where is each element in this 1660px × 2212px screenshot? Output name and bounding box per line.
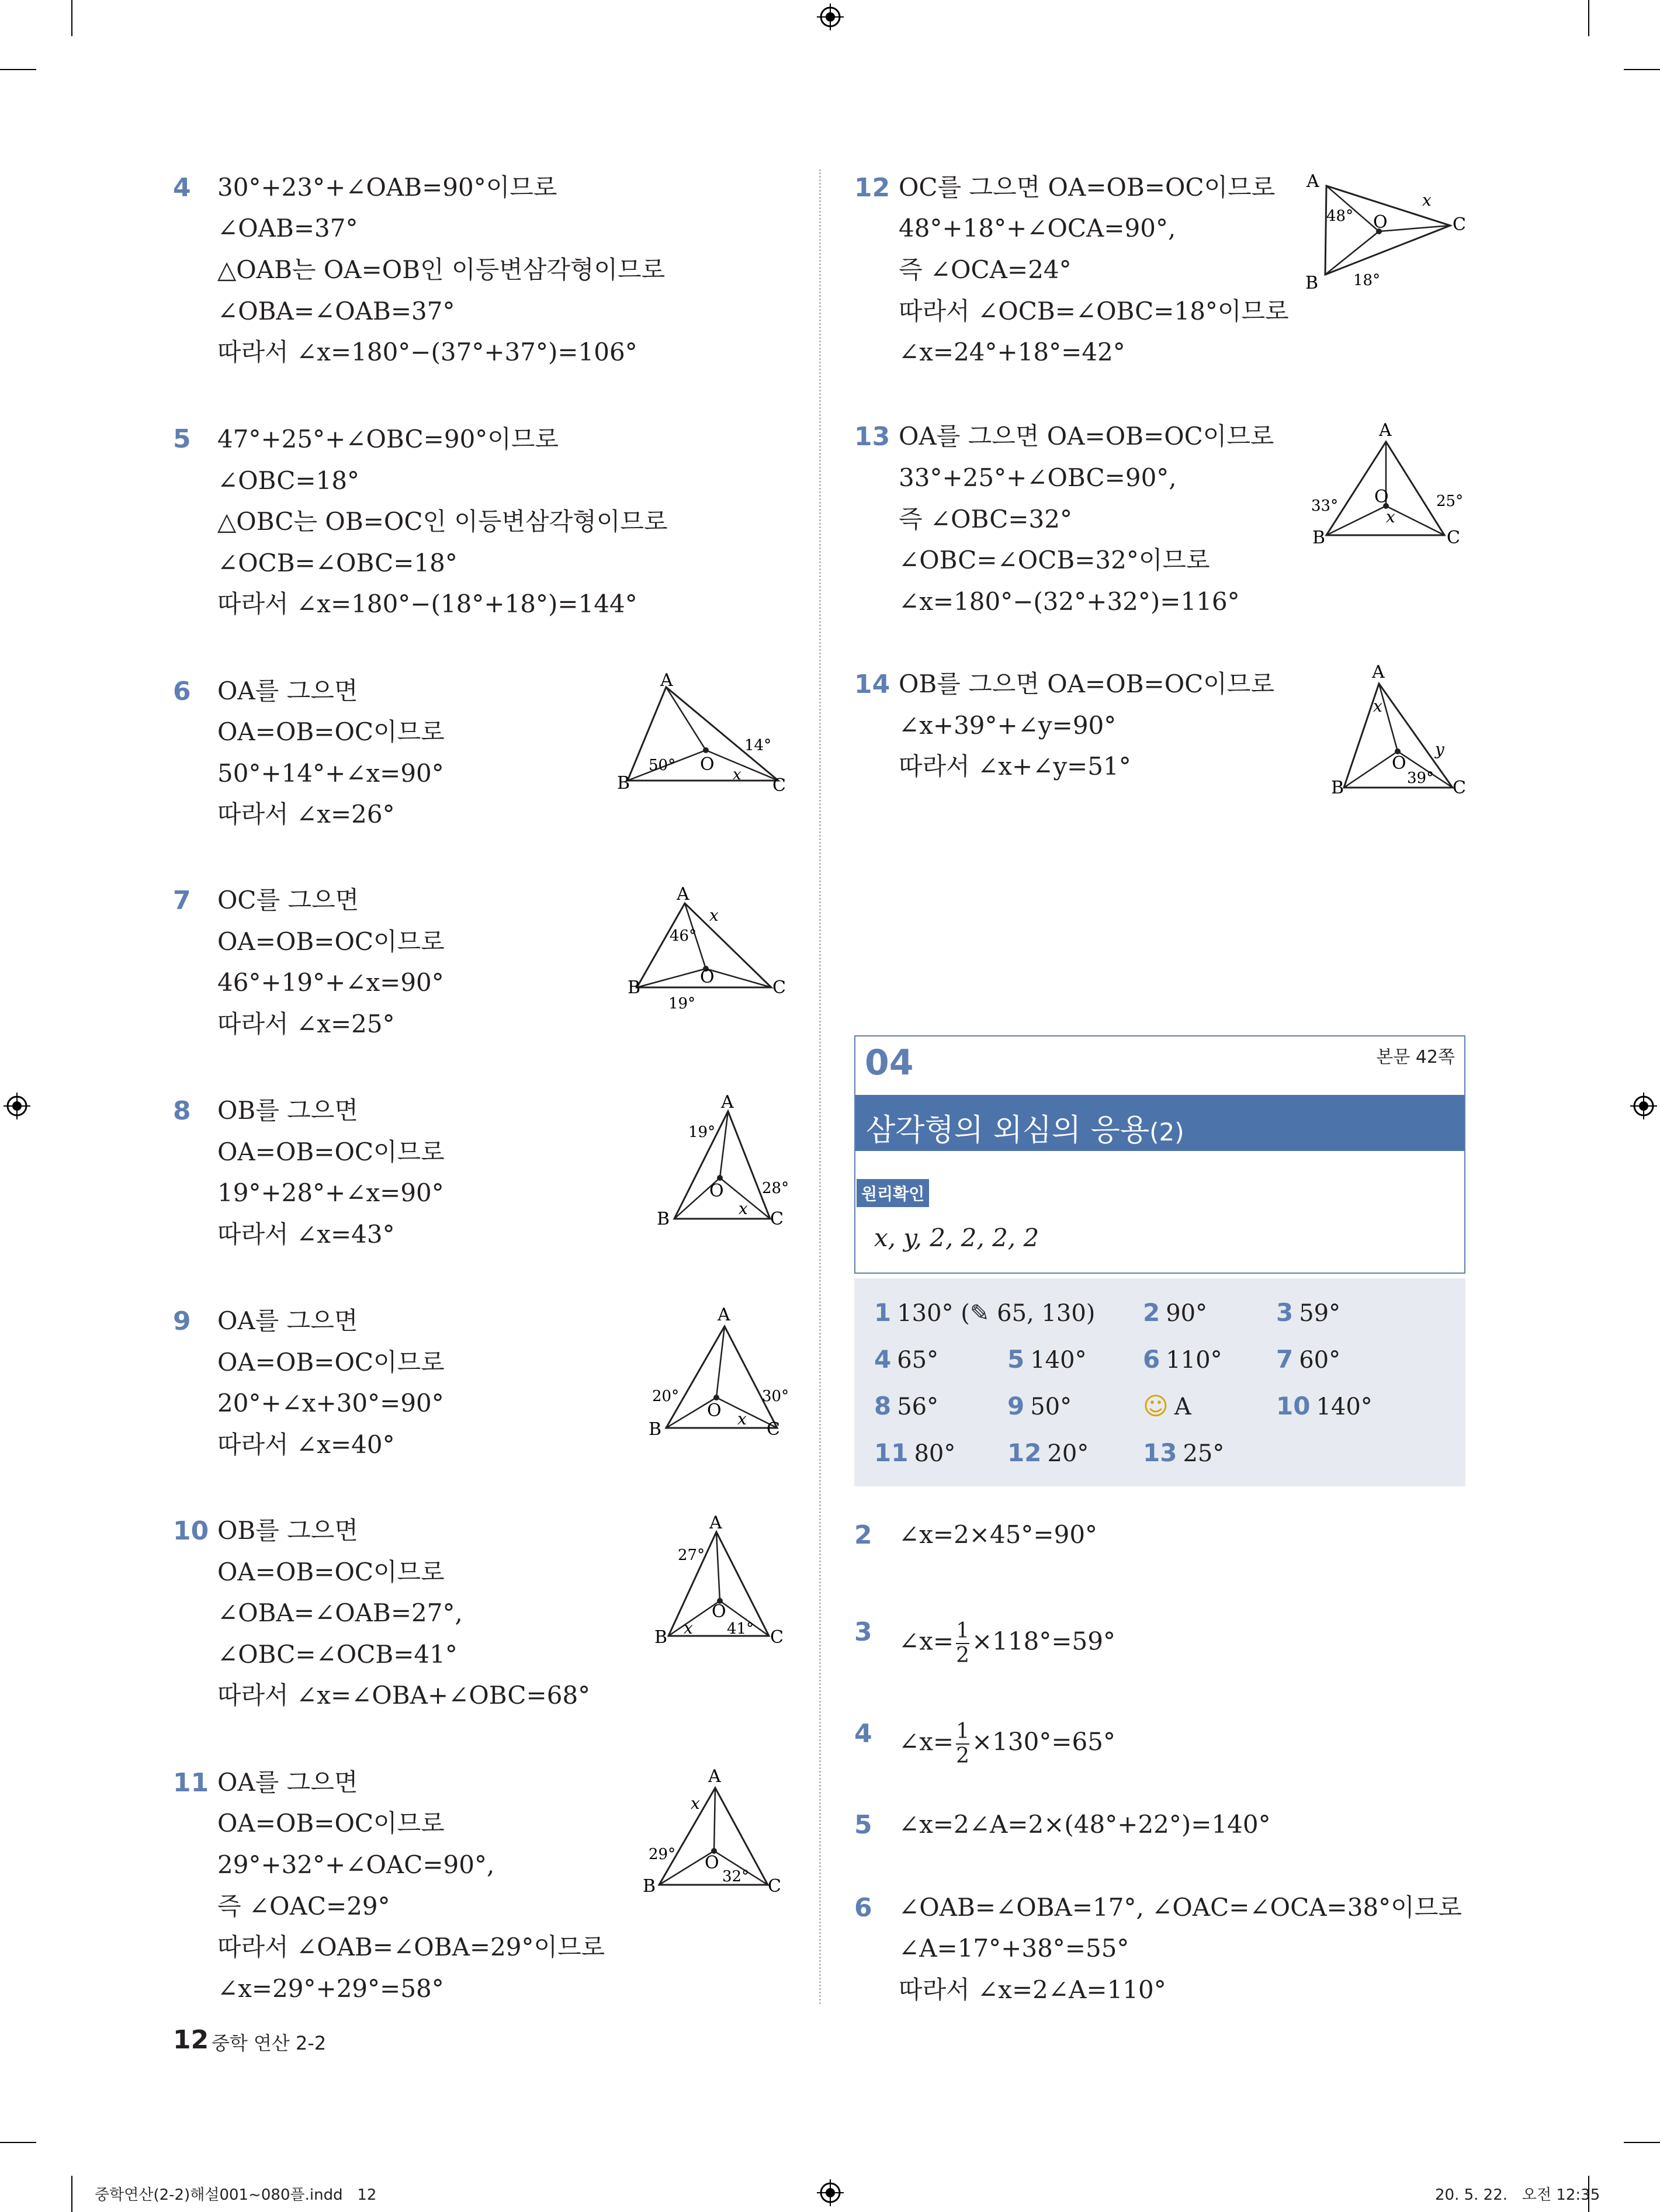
svg-text:C: C: [1447, 528, 1460, 548]
solution-line: ∠x=2×45°=90°: [899, 1520, 1098, 1549]
answer-item: [874, 1345, 938, 1374]
svg-text:A: A: [1379, 420, 1392, 441]
svg-text:A: A: [721, 1092, 734, 1112]
answer-item: [874, 1298, 1095, 1327]
answer-value: 59°: [1299, 1300, 1341, 1327]
svg-text:O: O: [712, 1601, 726, 1622]
answer-number: 12: [1007, 1438, 1042, 1467]
answer-value: 60°: [1299, 1347, 1341, 1374]
answer-item: [1007, 1392, 1072, 1420]
svg-text:B: B: [649, 1419, 662, 1440]
problem-number: 5: [173, 424, 191, 454]
expr-pre: ∠x=: [899, 1627, 954, 1656]
solution-line: 따라서 ∠x+∠y=51°: [899, 752, 1131, 781]
answer-value: 140°: [1030, 1347, 1087, 1374]
answer-item: [1143, 1298, 1207, 1327]
svg-text:x: x: [733, 766, 741, 783]
svg-text:A: A: [677, 884, 689, 904]
answer-item: [1143, 1438, 1224, 1467]
problem-number: 13: [854, 422, 890, 452]
solution-line: OC를 그으면 OA=OB=OC이므로: [899, 173, 1276, 202]
fraction-top: 1: [956, 1719, 969, 1743]
svg-text:B: B: [643, 1876, 656, 1897]
answer-value: 110°: [1166, 1347, 1222, 1374]
svg-text:B: B: [654, 1627, 668, 1648]
registration-mark-icon: [4, 1093, 30, 1119]
solution-line: OB를 그으면: [217, 1096, 358, 1125]
answer-value: 130° (✎ 65, 130): [897, 1300, 1096, 1327]
answer-item: [1143, 1392, 1191, 1420]
triangle-figure: [617, 670, 795, 796]
solution-line: 따라서 ∠x=25°: [217, 1010, 395, 1038]
solution-line: OA를 그으면: [217, 1306, 358, 1335]
solution-line: OA를 그으면 OA=OB=OC이므로: [899, 422, 1274, 450]
svg-text:O: O: [700, 967, 715, 987]
solution-line: ∠x=24°+18°=42°: [899, 338, 1125, 366]
section-box: [854, 1035, 1465, 1274]
solution-line: 46°+19°+∠x=90°: [217, 968, 444, 997]
trim-mark: [1624, 69, 1660, 70]
svg-text:20°: 20°: [652, 1388, 680, 1405]
answer-number: 3: [1276, 1298, 1294, 1327]
svg-text:27°: 27°: [678, 1547, 705, 1564]
solution-line: ∠x+39°+∠y=90°: [899, 711, 1117, 740]
problem-number: 4: [173, 173, 191, 203]
solution-line: OA=OB=OC이므로: [217, 717, 445, 746]
problem-number: 10: [173, 1516, 209, 1546]
svg-text:O: O: [705, 1853, 719, 1873]
registration-mark-icon: [817, 4, 844, 30]
book-title: 중학 연산 2-2: [212, 2032, 327, 2054]
solution-line: ∠OBC=18°: [217, 466, 360, 495]
expr-post: ×118°=59°: [971, 1627, 1115, 1656]
svg-text:29°: 29°: [649, 1846, 676, 1863]
triangle-figure: [649, 1513, 795, 1653]
answer-item: [1007, 1345, 1087, 1374]
solution-line: OA=OB=OC이므로: [217, 1558, 445, 1586]
solution-line: 따라서 ∠x=2∠A=110°: [899, 1975, 1166, 2004]
svg-text:48°: 48°: [1326, 207, 1354, 225]
answer-value: 20°: [1047, 1440, 1089, 1467]
svg-text:C: C: [770, 1627, 784, 1648]
triangle-figure: [649, 1093, 795, 1233]
solution-line: 19°+28°+∠x=90°: [217, 1178, 444, 1207]
solution-line: OA=OB=OC이므로: [217, 1138, 445, 1166]
solution-line: ∠OBC=∠OCB=32°이므로: [899, 546, 1210, 574]
svg-text:A: A: [708, 1766, 721, 1787]
section-title-suffix: (2): [1149, 1118, 1184, 1146]
solution-line: 따라서 ∠x=43°: [217, 1220, 395, 1249]
slug-file: 중학연산(2-2)해설001~080플.indd 12: [95, 2186, 377, 2204]
answer-item: [1143, 1345, 1222, 1374]
answer-item: [1276, 1345, 1340, 1374]
expr-post: ×130°=65°: [971, 1727, 1115, 1756]
page-number: 12: [173, 2025, 209, 2055]
solution-line: 48°+18°+∠OCA=90°,: [899, 214, 1176, 242]
svg-text:30°: 30°: [762, 1388, 789, 1405]
svg-text:C: C: [770, 1209, 784, 1229]
answer-value: 80°: [914, 1440, 956, 1467]
svg-text:x: x: [1373, 696, 1382, 716]
svg-text:B: B: [1331, 778, 1344, 798]
svg-text:x: x: [684, 1618, 693, 1638]
answer-value: 140°: [1316, 1393, 1373, 1420]
expr-pre: ∠x=: [899, 1727, 954, 1756]
principle-tag: 원리확인: [857, 1179, 929, 1207]
svg-text:A: A: [660, 670, 673, 691]
solution-line: ∠x=29°+29°=58°: [217, 1974, 444, 2003]
svg-text:C: C: [767, 1419, 780, 1440]
svg-text:x: x: [739, 1199, 748, 1218]
smiley-icon: ☺: [1143, 1392, 1169, 1420]
section-title: [866, 1105, 1184, 1149]
solution-line: △OAB는 OA=OB인 이등변삼각형이므로: [217, 255, 666, 284]
svg-text:33°: 33°: [1311, 497, 1339, 515]
answer-value: 90°: [1166, 1300, 1208, 1327]
svg-text:28°: 28°: [762, 1180, 789, 1197]
answer-item: [874, 1438, 955, 1467]
solution-number: 5: [854, 1810, 872, 1840]
trim-mark: [0, 69, 36, 70]
triangle-figure: [1311, 418, 1478, 553]
solution-line: ∠OAB=37°: [217, 214, 358, 242]
svg-text:A: A: [1372, 662, 1385, 682]
solution-line: 즉 ∠OCA=24°: [899, 255, 1072, 284]
solution-line: 즉 ∠OAC=29°: [217, 1892, 390, 1920]
trim-mark: [71, 2176, 72, 2212]
answer-item: [1007, 1438, 1089, 1467]
solution-line: 30°+23°+∠OAB=90°이므로: [217, 173, 557, 202]
solution-line: ∠x=2∠A=2×(48°+22°)=140°: [899, 1810, 1271, 1839]
section-title-text: 삼각형의 외심의 응용: [866, 1113, 1150, 1148]
svg-text:y: y: [1435, 740, 1444, 759]
solution-line: ∠OAB=∠OBA=17°, ∠OAC=∠OCA=38°이므로: [899, 1893, 1462, 1922]
problem-number: 6: [173, 677, 191, 706]
svg-text:C: C: [772, 977, 786, 998]
registration-mark-icon: [1630, 1093, 1657, 1119]
solution-line: [899, 1720, 1115, 1767]
svg-text:50°: 50°: [649, 757, 676, 774]
triangle-figure: [1321, 664, 1478, 804]
section-page-ref: 본문 42쪽: [1376, 1047, 1455, 1067]
svg-text:x: x: [737, 1409, 747, 1429]
trim-mark: [71, 0, 72, 36]
solution-line: 따라서 ∠x=180°−(18°+18°)=144°: [217, 590, 637, 618]
solution-line: 따라서 ∠x=180°−(37°+37°)=106°: [217, 338, 637, 366]
trim-mark: [1588, 0, 1589, 36]
svg-text:C: C: [772, 775, 786, 796]
answer-number: 6: [1143, 1345, 1160, 1374]
triangle-figure: [619, 882, 795, 1017]
fraction-top: 1: [956, 1619, 969, 1643]
solution-line: OA=OB=OC이므로: [217, 927, 445, 956]
svg-text:B: B: [617, 773, 630, 793]
answer-number: 13: [1143, 1438, 1177, 1467]
solution-line: OA를 그으면: [217, 677, 358, 705]
solution-line: 50°+14°+∠x=90°: [217, 759, 444, 788]
svg-text:O: O: [709, 1181, 724, 1201]
problem-number: 8: [173, 1096, 191, 1126]
section-title-band: [855, 1095, 1464, 1151]
fraction-bottom: 2: [956, 1743, 969, 1768]
answer-number: 8: [874, 1392, 892, 1420]
answer-value: 65°: [897, 1347, 939, 1374]
answer-number: 5: [1007, 1345, 1025, 1374]
solution-line: ∠OCB=∠OBC=18°: [217, 549, 458, 577]
fraction: [956, 1620, 969, 1667]
svg-text:x: x: [709, 906, 719, 925]
fraction: [956, 1720, 969, 1767]
solution-line: ∠A=17°+38°=55°: [899, 1934, 1129, 1963]
principle-answer: x, y, 2, 2, 2, 2: [874, 1223, 1039, 1252]
solution-line: [899, 1620, 1115, 1667]
solution-line: 따라서 ∠x=40°: [217, 1430, 395, 1459]
svg-text:41°: 41°: [727, 1620, 754, 1638]
svg-text:O: O: [1392, 753, 1406, 774]
solution-line: 따라서 ∠OAB=∠OBA=29°이므로: [217, 1933, 605, 1961]
solution-line: OC를 그으면: [217, 886, 359, 914]
svg-text:19°: 19°: [668, 995, 696, 1013]
solution-line: 따라서 ∠x=26°: [217, 800, 395, 828]
solution-line: 20°+∠x+30°=90°: [217, 1389, 444, 1417]
svg-text:14°: 14°: [744, 737, 772, 754]
svg-text:A: A: [709, 1513, 722, 1533]
trim-mark: [0, 2142, 36, 2143]
answer-item: [1276, 1298, 1340, 1327]
solution-line: OA=OB=OC이므로: [217, 1809, 445, 1837]
answer-item: [874, 1392, 938, 1420]
answer-number: 11: [874, 1438, 909, 1467]
solution-line: OA를 그으면: [217, 1768, 358, 1797]
problem-number: 11: [173, 1768, 209, 1798]
answer-number: 4: [874, 1345, 892, 1374]
solution-number: 3: [854, 1617, 872, 1647]
svg-text:39°: 39°: [1407, 769, 1434, 787]
solution-line: OA=OB=OC이므로: [217, 1348, 445, 1377]
solution-line: ∠OBA=∠OAB=37°: [217, 297, 455, 325]
column-divider: [819, 169, 821, 2004]
svg-text:18°: 18°: [1353, 272, 1381, 289]
svg-text:B: B: [1305, 273, 1319, 293]
answer-value: A: [1174, 1393, 1191, 1420]
problem-number: 12: [854, 173, 890, 203]
answer-number: 2: [1143, 1298, 1160, 1327]
solution-line: ∠x=180°−(32°+32°)=116°: [899, 587, 1240, 616]
trim-mark: [1624, 2142, 1660, 2143]
svg-text:B: B: [657, 1209, 670, 1229]
answer-number: 10: [1276, 1392, 1311, 1420]
svg-text:O: O: [700, 754, 715, 775]
answer-item: [1276, 1392, 1373, 1420]
solution-line: 33°+25°+∠OBC=90°,: [899, 463, 1177, 492]
solution-line: OB를 그으면: [217, 1516, 358, 1545]
answer-number: 1: [874, 1298, 892, 1327]
section-code: 04: [865, 1042, 914, 1083]
problem-number: 7: [173, 886, 191, 916]
solution-line: OB를 그으면 OA=OB=OC이므로: [899, 670, 1275, 698]
svg-text:O: O: [1374, 487, 1389, 507]
problem-number: 9: [173, 1306, 191, 1336]
svg-text:O: O: [707, 1400, 722, 1421]
svg-text:C: C: [1453, 214, 1466, 235]
solution-line: 즉 ∠OBC=32°: [899, 505, 1072, 533]
answer-panel: [854, 1278, 1465, 1486]
solution-number: 2: [854, 1520, 872, 1550]
svg-text:25°: 25°: [1436, 493, 1464, 510]
solution-line: ∠OBA=∠OAB=27°,: [217, 1599, 463, 1627]
svg-text:C: C: [1453, 778, 1466, 798]
solution-line: 따라서 ∠x=∠OBA+∠OBC=68°: [217, 1681, 591, 1710]
registration-mark-icon: [817, 2179, 844, 2206]
svg-text:x: x: [691, 1794, 700, 1813]
solution-line: 47°+25°+∠OBC=90°이므로: [217, 425, 559, 453]
svg-text:O: O: [1373, 212, 1388, 233]
triangle-figure: [1297, 169, 1472, 298]
triangle-figure: [649, 1303, 795, 1443]
svg-text:x: x: [1386, 507, 1395, 526]
triangle-figure: [637, 1764, 795, 1899]
fraction-bottom: 2: [956, 1643, 969, 1667]
svg-text:B: B: [1312, 528, 1326, 548]
svg-text:46°: 46°: [670, 927, 697, 945]
svg-text:19°: 19°: [688, 1124, 716, 1141]
slug-date: 20. 5. 22. 오전 12:35: [1435, 2186, 1600, 2204]
solution-line: 따라서 ∠OCB=∠OBC=18°이므로: [899, 297, 1289, 325]
solution-line: ∠OBC=∠OCB=41°: [217, 1640, 458, 1669]
svg-text:A: A: [1306, 171, 1319, 192]
answer-number: 7: [1276, 1345, 1294, 1374]
svg-text:x: x: [1422, 190, 1432, 210]
answer-value: 25°: [1183, 1440, 1225, 1467]
svg-text:A: A: [718, 1305, 730, 1325]
svg-text:32°: 32°: [722, 1868, 750, 1885]
answer-number: 9: [1007, 1392, 1025, 1420]
answer-value: 50°: [1030, 1393, 1072, 1420]
problem-number: 14: [854, 670, 890, 699]
solution-number: 4: [854, 1719, 872, 1749]
solution-line: 29°+32°+∠OAC=90°,: [217, 1850, 495, 1879]
svg-text:B: B: [628, 977, 641, 998]
solution-number: 6: [854, 1893, 872, 1923]
solution-line: △OBC는 OB=OC인 이등변삼각형이므로: [217, 507, 668, 536]
answer-value: 56°: [897, 1393, 939, 1420]
svg-text:C: C: [768, 1876, 781, 1897]
